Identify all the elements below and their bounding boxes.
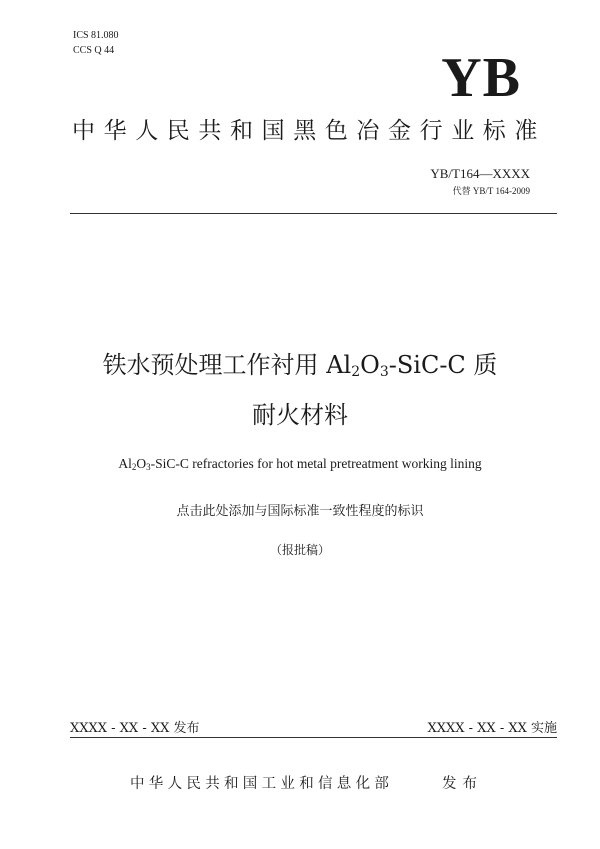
document-title-cn <box>0 340 600 440</box>
draft-status: （报批稿） <box>269 543 330 557</box>
title-cn-line1: 铁水预处理工作衬用 $Al_2O_3-SiC-C$ 质 <box>102 351 498 380</box>
ics-code: ICS 81.080 <box>73 30 119 41</box>
implementation-date: XXXX - XX - XX 实施 <box>427 721 557 736</box>
ccs-code: CCS Q 44 <box>73 45 115 56</box>
document-title-en: $Al_2O_3-SiC-C$ refractories for hot metal pretreatment working lining <box>118 456 482 472</box>
replaces-note: 代替 YB/T 164-2009 <box>452 186 530 196</box>
standard-category-title: 中华人民共和国黑色冶金行业标准 <box>72 118 546 144</box>
footer-divider <box>70 737 557 738</box>
standard-number: YB/T164—XXXX <box>430 166 530 181</box>
publish-label: 发布 <box>442 776 483 792</box>
publisher-name: 中华人民共和国工业和信息化部 <box>130 776 394 792</box>
yb-logo: YB <box>441 47 521 109</box>
classification-codes <box>73 28 119 58</box>
issue-date: XXXX - XX - XX 发布 <box>70 721 200 736</box>
consistency-placeholder[interactable]: 点击此处添加与国际标准一致性程度的标识 <box>176 504 424 519</box>
title-cn-line2: 耐火材料 <box>252 401 348 429</box>
header-divider <box>70 213 557 214</box>
